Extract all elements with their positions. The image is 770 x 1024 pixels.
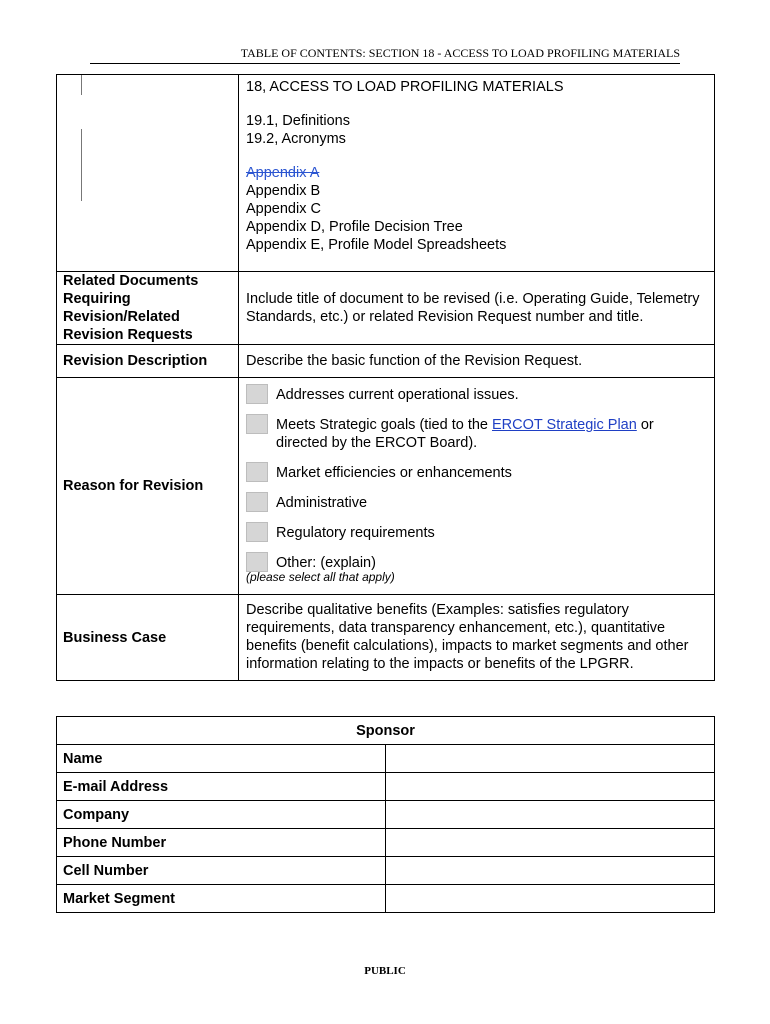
reason-option-label: Administrative (276, 495, 368, 511)
toc-appendix: Appendix B (246, 183, 321, 199)
related-documents-text[interactable]: Include title of document to be revised (i.e. Operating Guide, Telemetry Standards, etc.) or related Revision Request number and title. (239, 272, 715, 345)
sponsor-company-label: Company (57, 801, 386, 829)
reason-label: Reason for Revision (57, 378, 239, 595)
toc-content (239, 75, 715, 272)
sponsor-cell-label: Cell Number (57, 857, 386, 885)
revision-description-label: Revision Description (57, 345, 239, 378)
revision-description-text[interactable]: Describe the basic function of the Revision Request. (239, 345, 715, 378)
strategic-text-post: or directed by the ERCOT Board). (276, 417, 654, 451)
page-footer: PUBLIC (364, 965, 406, 977)
reason-option (246, 464, 708, 482)
checkbox-administrative[interactable] (246, 492, 268, 512)
reason-option (246, 386, 708, 404)
sponsor-header-row (57, 717, 715, 745)
ercot-strategic-plan-link[interactable]: ERCOT Strategic Plan (492, 417, 637, 433)
reason-option (246, 524, 708, 542)
checkbox-other[interactable] (246, 552, 268, 572)
related-documents-label: Related Documents Requiring Revision/Related Revision Requests (57, 272, 239, 345)
checkbox-market-efficiencies[interactable] (246, 462, 268, 482)
reason-option-label: Market efficiencies or enhancements (276, 465, 512, 481)
reason-option-label (276, 416, 708, 452)
toc-subsection: 19.1, Definitions (246, 113, 350, 129)
sponsor-row (57, 801, 715, 829)
reason-option (246, 416, 708, 452)
sponsor-title: Sponsor (57, 717, 715, 745)
reason-options (239, 378, 715, 595)
toc-subsection: 19.2, Acronyms (246, 131, 346, 147)
revision-form-table (56, 74, 715, 681)
business-case-label: Business Case (57, 595, 239, 681)
related-documents-row (57, 272, 715, 345)
checkbox-operational[interactable] (246, 384, 268, 404)
revision-description-row (57, 345, 715, 378)
business-case-text[interactable]: Describe qualitative benefits (Examples: satisfies regulatory requirements, data transparency enhancement, etc.), quantitative benefits (benefit calculations), impacts to market segments and other information relating to the impacts or benefits of the LPGRR. (239, 595, 715, 681)
sponsor-name-field[interactable] (386, 745, 715, 773)
sponsor-row (57, 885, 715, 913)
sponsor-name-label: Name (57, 745, 386, 773)
sponsor-row (57, 829, 715, 857)
sponsor-row (57, 745, 715, 773)
toc-appendix: Appendix C (246, 201, 321, 217)
page-header: TABLE OF CONTENTS: SECTION 18 - ACCESS TO LOAD PROFILING MATERIALS (90, 46, 680, 64)
checkbox-regulatory[interactable] (246, 522, 268, 542)
reason-option-label: Other: (explain) (276, 555, 376, 571)
toc-section: 18, ACCESS TO LOAD PROFILING MATERIALS (246, 79, 564, 95)
toc-appendix: Appendix D, Profile Decision Tree (246, 219, 463, 235)
reason-option-label: Regulatory requirements (276, 525, 435, 541)
sponsor-row (57, 773, 715, 801)
toc-margin-cell (57, 75, 239, 272)
reason-option (246, 494, 708, 512)
sponsor-email-label: E-mail Address (57, 773, 386, 801)
sponsor-company-field[interactable] (386, 801, 715, 829)
reason-option-label: Addresses current operational issues. (276, 387, 519, 403)
revision-bar (81, 129, 82, 201)
toc-appendix-deleted: Appendix A (246, 165, 320, 181)
sponsor-email-field[interactable] (386, 773, 715, 801)
sponsor-phone-label: Phone Number (57, 829, 386, 857)
strategic-text-pre: Meets Strategic goals (tied to the (276, 417, 492, 433)
select-all-note: (please select all that apply) (246, 570, 395, 584)
checkbox-strategic[interactable] (246, 414, 268, 434)
reason-row (57, 378, 715, 595)
revision-bar (81, 75, 82, 95)
sponsor-segment-field[interactable] (386, 885, 715, 913)
sponsor-phone-field[interactable] (386, 829, 715, 857)
sponsor-cell-field[interactable] (386, 857, 715, 885)
toc-row (57, 75, 715, 272)
business-case-row (57, 595, 715, 681)
toc-appendix: Appendix E, Profile Model Spreadsheets (246, 237, 507, 253)
sponsor-table (56, 716, 715, 913)
sponsor-segment-label: Market Segment (57, 885, 386, 913)
sponsor-row (57, 857, 715, 885)
